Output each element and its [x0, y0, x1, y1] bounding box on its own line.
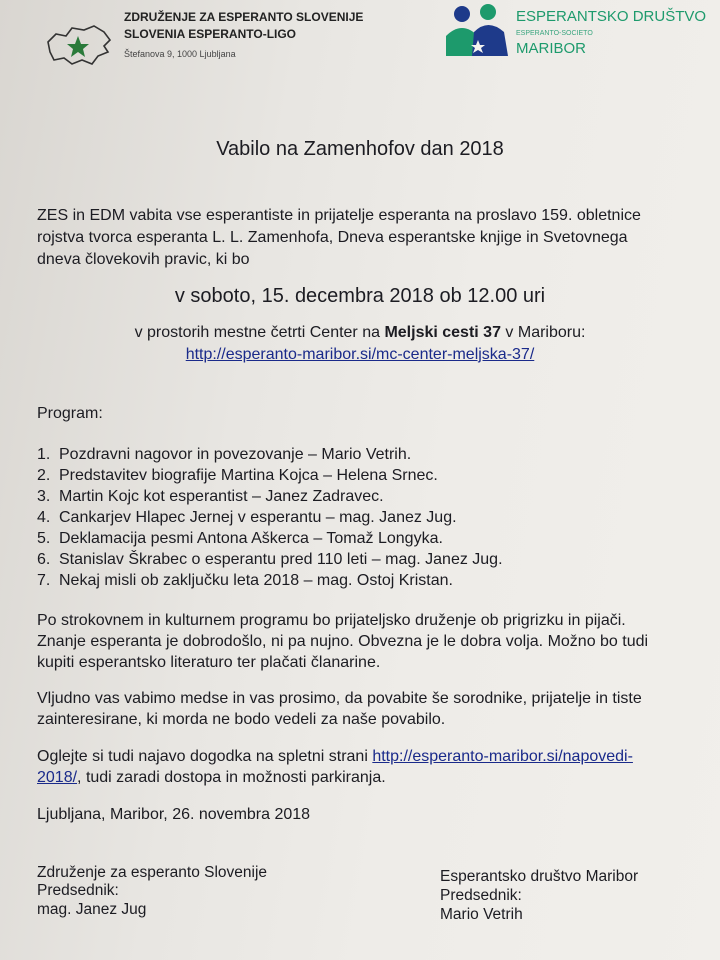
edm-name-line3: MARIBOR — [516, 40, 587, 57]
program-item — [37, 572, 453, 590]
program-item — [37, 530, 443, 548]
signature-right-role: Predsednik: — [440, 887, 522, 904]
program-item — [37, 446, 411, 464]
event-location — [0, 324, 720, 342]
program-item — [37, 488, 384, 506]
after-line-2: Znanje esperanta je dobrodošlo, ni pa nujno. Obvezna je le dobra volja. Možno bo tudi — [37, 633, 649, 650]
location-address: Meljski cesti 37 — [384, 324, 501, 341]
program-item-number: 1. — [37, 446, 51, 463]
intro-line-3: dneva človekovih pravic, ki bo — [37, 251, 250, 268]
location-link-row — [0, 346, 720, 364]
web-suffix: , tudi zaradi dostopa in možnosti parkiranja. — [77, 769, 386, 786]
intro-line-2: rojstva tvorca esperanta L. L. Zamenhofa, Dneva esperantske knjige in Svetovnega — [37, 229, 628, 246]
invite-line-1: Vljudno vas vabimo medse in vas prosimo, da povabite še sorodnike, prijatelje in tiste — [37, 690, 642, 707]
location-prefix: v prostorih mestne četrti Center na — [134, 324, 385, 341]
program-item-text: Pozdravni nagovor in povezovanje – Mario Vetrih. — [59, 446, 412, 463]
after-line-3: kupiti esperantsko literaturo ter plačati članarine. — [37, 654, 381, 671]
signature-left-role: Predsednik: — [37, 882, 119, 899]
signature-left-org: Združenje za esperanto Slovenije — [37, 864, 268, 881]
web-line-1 — [37, 748, 633, 766]
program-item-number: 3. — [37, 488, 51, 505]
slovenia-map-logo — [42, 22, 114, 68]
after-line-1: Po strokovnem in kulturnem programu bo prijateljsko druženje ob prigrizku in pijači. — [37, 612, 626, 629]
program-item-number: 6. — [37, 551, 51, 568]
program-item-text: Martin Kojc kot esperantist – Janez Zadravec. — [59, 488, 384, 505]
program-item-text: Predstavitev biografije Martina Kojca – Helena Srnec. — [59, 467, 438, 484]
place-date: Ljubljana, Maribor, 26. novembra 2018 — [37, 806, 311, 823]
edm-name-line1: ESPERANTSKO DRUŠTVO — [516, 8, 707, 25]
program-heading: Program: — [37, 405, 103, 422]
zes-name-line2: SLOVENIA ESPERANTO-LIGO — [124, 27, 297, 41]
event-date: v soboto, 15. decembra 2018 ob 12.00 uri — [174, 285, 546, 307]
program-item-number: 4. — [37, 509, 51, 526]
web-prefix: Oglejte si tudi najavo dogodka na spletni strani — [37, 748, 373, 765]
program-item-text: Stanislav Škrabec o esperantu pred 110 leti – mag. Janez Jug. — [59, 551, 503, 568]
program-item-text: Cankarjev Hlapec Jernej v esperantu – mag. Janez Jug. — [59, 509, 457, 526]
event-link-continued[interactable]: 2018/ — [37, 769, 78, 786]
invite-line-2: zainteresirane, ki morda ne bodo vedeli za naše povabilo. — [37, 711, 446, 728]
program-item-text: Nekaj misli ob zaključku leta 2018 – mag. Ostoj Kristan. — [59, 572, 453, 589]
event-link[interactable]: http://esperanto-maribor.si/napovedi- — [372, 748, 633, 765]
program-item-number: 7. — [37, 572, 51, 589]
intro-line-1: ZES in EDM vabita vse esperantiste in prijatelje esperanta na proslavo 159. obletnice — [37, 207, 641, 224]
zes-address: Štefanova 9, 1000 Ljubljana — [124, 49, 236, 59]
location-link[interactable]: http://esperanto-maribor.si/mc-center-meljska-37/ — [185, 346, 535, 363]
program-item — [37, 551, 503, 569]
edm-people-logo — [442, 2, 512, 58]
esperanto-star-icon — [67, 36, 89, 57]
web-line-2 — [37, 769, 386, 787]
program-item — [37, 467, 438, 485]
signature-right-name: Mario Vetrih — [440, 906, 523, 923]
zes-name-line1: ZDRUŽENJE ZA ESPERANTO SLOVENIJE — [124, 10, 364, 24]
page-title: Vabilo na Zamenhofov dan 2018 — [216, 138, 504, 160]
program-item-number: 5. — [37, 530, 51, 547]
signature-left-name: mag. Janez Jug — [37, 901, 147, 918]
program-item — [37, 509, 457, 527]
program-item-text: Deklamacija pesmi Antona Aškerca – Tomaž Longyka. — [59, 530, 443, 547]
signature-right-org: Esperantsko društvo Maribor — [440, 868, 639, 885]
edm-name-line2: ESPERANTO-SOCIETO — [516, 30, 593, 37]
location-suffix: v Mariboru: — [500, 324, 586, 341]
program-item-number: 2. — [37, 467, 51, 484]
